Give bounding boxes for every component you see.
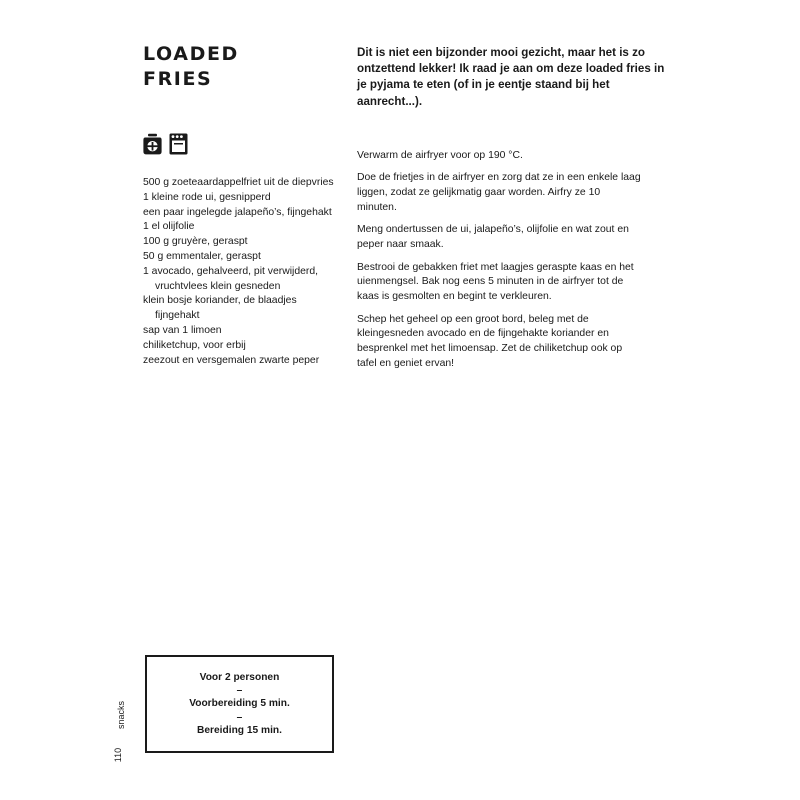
ingredient-item: klein bosje koriander, de blaadjes fijngehakt xyxy=(143,295,297,322)
page-number: 110 xyxy=(113,747,123,763)
ingredient-item: sap van 1 limoen xyxy=(143,324,222,336)
appliance-icons xyxy=(143,133,188,155)
method-step: Verwarm de airfryer voor op 190 °C. xyxy=(357,150,523,161)
ingredient-item: 1 avocado, gehalveerd, pit verwijderd, vruchtvlees klein gesneden xyxy=(143,265,319,292)
recipe-title-line2: FRIES xyxy=(143,68,213,90)
method-step: Bestrooi de gebakken friet met laagjes geraspte kaas en het uienmengsel. Bak nog eens 5 minuten in de airfryer tot de kaas is gesmolten en begint te verkleuren. xyxy=(357,261,634,303)
ingredient-item: zeezout en versgemalen zwarte peper xyxy=(143,354,320,366)
method-step: Meng ondertussen de ui, jalapeño’s, olijfolie en wat zout en peper naar smaak. xyxy=(357,224,629,251)
ingredient-item: 1 kleine rode ui, gesnipperd xyxy=(143,191,271,203)
ingredient-item: 100 g gruyère, geraspt xyxy=(143,236,248,248)
ingredient-item: 1 el olijfolie xyxy=(143,221,195,233)
method-step: Doe de frietjes in de airfryer en zorg dat ze in een enkele laag liggen, zodat ze gelijkmatig gaar worden. Airfry ze 10 minuten. xyxy=(357,172,641,213)
ingredient-item: 500 g zoeteaardappelfriet uit de diepvries xyxy=(143,177,334,188)
cook-time-text: Bereiding 15 min. xyxy=(197,724,282,736)
ingredient-item: chiliketchup, voor erbij xyxy=(143,339,246,351)
prep-time-text: Voorbereiding 5 min. xyxy=(189,698,290,710)
info-separator: – xyxy=(236,685,243,697)
recipe-intro: Dit is niet een bijzonder mooi gezicht, maar het is zo ontzettend lekker! Ik raad je aan om deze loaded fries in je pyjama te eten (of in je eentje staand bij het aanrecht...). xyxy=(357,46,665,108)
ingredient-item: 50 g emmentaler, geraspt xyxy=(143,250,261,262)
recipe-title xyxy=(143,42,323,92)
recipe-info-box xyxy=(145,655,334,753)
method-steps xyxy=(357,149,642,379)
oven-icon xyxy=(169,133,188,155)
ingredient-item: een paar ingelegde jalapeño’s, fijngehakt xyxy=(143,206,332,218)
info-separator: – xyxy=(236,711,243,723)
recipe-title-line1: LOADED xyxy=(143,43,239,65)
section-label: snacks xyxy=(116,701,126,730)
servings-text: Voor 2 personen xyxy=(199,671,280,683)
airfryer-icon xyxy=(143,133,162,155)
method-step: Schep het geheel op een groot bord, beleg met de kleingesneden avocado en de fijngehakte koriander en besprenkel met het limoensap. Zet de chiliketchup ook op tafel en geniet ervan! xyxy=(357,313,623,369)
ingredient-list xyxy=(143,176,343,368)
